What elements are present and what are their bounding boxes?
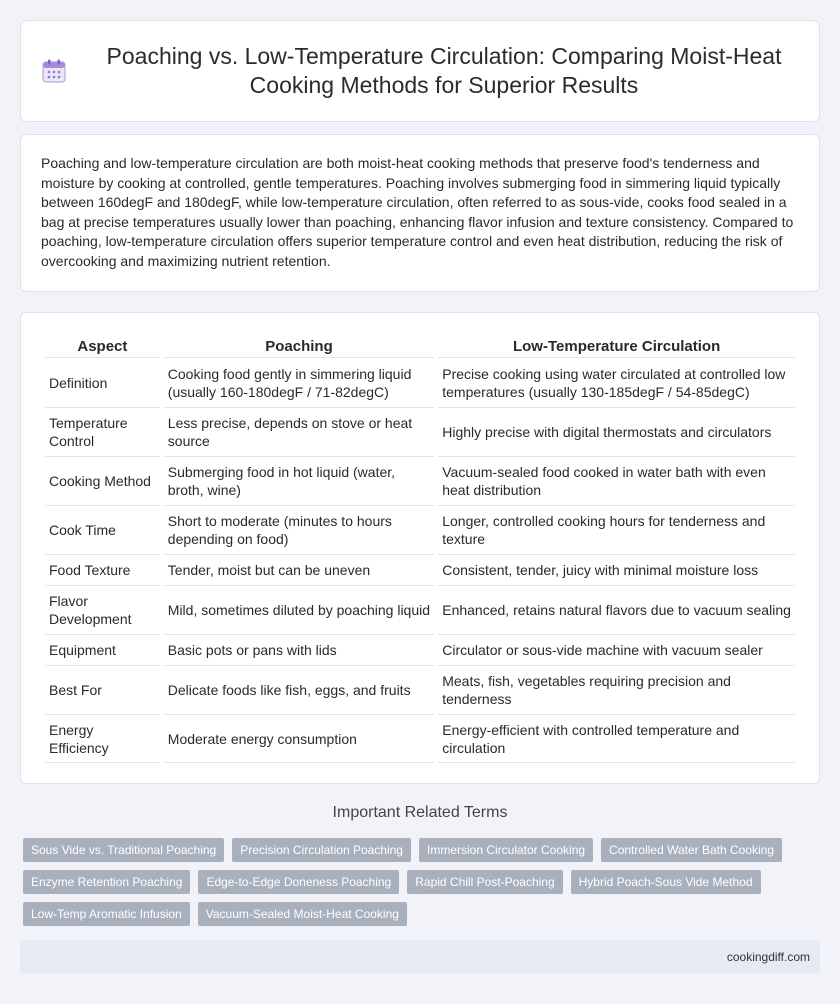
row-low-temp: Highly precise with digital thermostats and circulators <box>438 407 795 456</box>
row-low-temp: Longer, controlled cooking hours for tenderness and texture <box>438 505 795 554</box>
row-poaching: Submerging food in hot liquid (water, broth, wine) <box>164 456 434 505</box>
related-term-tag[interactable]: Controlled Water Bath Cooking <box>601 838 782 862</box>
header-aspect: Aspect <box>77 338 128 355</box>
row-low-temp: Precise cooking using water circulated at controlled low temperatures (usually 130-185degF / 54-85degC) <box>438 357 795 407</box>
row-aspect: Temperature Control <box>45 407 160 456</box>
row-low-temp: Circulator or sous-vide machine with vacuum sealer <box>438 634 795 665</box>
related-terms-title: Important Related Terms <box>332 804 508 821</box>
row-low-temp: Meats, fish, vegetables requiring precision and tenderness <box>438 665 795 714</box>
header-card <box>20 20 820 122</box>
table-row <box>45 554 795 585</box>
footer-site-link[interactable]: cookingdiff.com <box>726 950 810 964</box>
related-term-tag[interactable]: Hybrid Poach-Sous Vide Method <box>571 870 761 894</box>
row-aspect: Food Texture <box>45 554 160 585</box>
table-row <box>45 505 795 554</box>
row-low-temp: Consistent, tender, juicy with minimal moisture loss <box>438 554 795 585</box>
table-row <box>45 407 795 456</box>
row-aspect: Best For <box>45 665 160 714</box>
table-row <box>45 357 795 407</box>
row-aspect: Definition <box>45 357 160 407</box>
table-row <box>45 585 795 634</box>
header-poaching: Poaching <box>265 338 333 355</box>
related-term-tag[interactable]: Enzyme Retention Poaching <box>23 870 190 894</box>
related-term-tag[interactable]: Immersion Circulator Cooking <box>419 838 593 862</box>
page-title: Poaching vs. Low-Temperature Circulation: Comparing Moist-Heat Cooking Methods for Superior Results <box>106 43 782 98</box>
related-terms-tags <box>23 838 813 926</box>
comparison-table <box>41 333 799 763</box>
row-aspect: Cook Time <box>45 505 160 554</box>
row-aspect: Flavor Development <box>45 585 160 634</box>
intro-paragraph: Poaching and low-temperature circulation are both moist-heat cooking methods that preserve food's tenderness and moisture by cooking at controlled, gentle temperatures. Poaching involves submerging food in simmering liquid typically between 160degF and 180degF, while low-temperature circulation, often referred to as sous-vide, cooks food sealed in a bag at precise temperatures usually lower than poaching, enhancing flavor infusion and texture consistency. Compared to poaching, low-temperature circulation offers superior temperature control and even heat distribution, reducing the risk of overcooking and maximizing nutrient retention. <box>41 155 794 269</box>
footer <box>20 940 820 974</box>
row-aspect: Cooking Method <box>45 456 160 505</box>
row-poaching: Mild, sometimes diluted by poaching liquid <box>164 585 434 634</box>
header-low-temp-circulation: Low-Temperature Circulation <box>512 338 721 355</box>
comparison-table-card <box>20 312 820 784</box>
row-aspect: Equipment <box>45 634 160 665</box>
row-low-temp: Enhanced, retains natural flavors due to vacuum sealing <box>438 585 795 634</box>
intro-card <box>20 134 820 292</box>
table-row <box>45 714 795 763</box>
row-low-temp: Vacuum-sealed food cooked in water bath with even heat distribution <box>438 456 795 505</box>
related-term-tag[interactable]: Precision Circulation Poaching <box>232 838 411 862</box>
table-row <box>45 456 795 505</box>
calendar-icon <box>41 58 67 84</box>
row-poaching: Tender, moist but can be uneven <box>164 554 434 585</box>
related-term-tag[interactable]: Rapid Chill Post-Poaching <box>407 870 562 894</box>
row-poaching: Short to moderate (minutes to hours depending on food) <box>164 505 434 554</box>
table-header-row <box>45 333 795 357</box>
row-poaching: Less precise, depends on stove or heat source <box>164 407 434 456</box>
row-poaching: Moderate energy consumption <box>164 714 434 763</box>
related-term-tag[interactable]: Edge-to-Edge Doneness Poaching <box>198 870 399 894</box>
table-row <box>45 634 795 665</box>
row-aspect: Energy Efficiency <box>45 714 160 763</box>
related-term-tag[interactable]: Vacuum-Sealed Moist-Heat Cooking <box>198 902 407 926</box>
row-poaching: Basic pots or pans with lids <box>164 634 434 665</box>
row-low-temp: Energy-efficient with controlled temperature and circulation <box>438 714 795 763</box>
row-poaching: Delicate foods like fish, eggs, and fruits <box>164 665 434 714</box>
row-poaching: Cooking food gently in simmering liquid (usually 160-180degF / 71-82degC) <box>164 357 434 407</box>
related-term-tag[interactable]: Sous Vide vs. Traditional Poaching <box>23 838 224 862</box>
related-term-tag[interactable]: Low-Temp Aromatic Infusion <box>23 902 190 926</box>
table-row <box>45 665 795 714</box>
